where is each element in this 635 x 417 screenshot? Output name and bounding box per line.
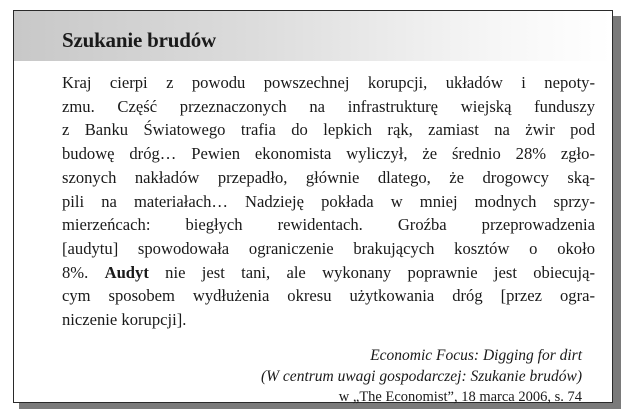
body-line-6: pili na materiałach… Nadzieję pokłada w mniej modnych sprzy- — [62, 191, 595, 211]
body-line-4: budowę dróg… Pewien ekonomista wyliczył, że średnio 28% zgło- — [62, 144, 595, 164]
quote-body — [62, 71, 595, 332]
body-line-8: [audytu] spowodowała ograniczenie brakujących kosztów o około — [62, 238, 595, 258]
source-title: Economic Focus: Digging for dirt — [370, 347, 582, 364]
source-translation: (W centrum uwagi gospodarczej: Szukanie brudów) — [260, 368, 582, 385]
body-line-5: szonych nakładów przepadło, głównie dlatego, że drogowcy ską- — [62, 167, 595, 187]
body-line-2: zmu. Część przeznaczonych na infrastrukturę wiejską funduszy — [62, 96, 595, 116]
body-line-1: Kraj cierpi z powodu powszechnej korupcji, układów i nepoty- — [62, 73, 595, 92]
bold-term-audyt: Audyt — [104, 262, 149, 282]
body-line-10: cym sposobem wydłużenia okresu użytkowania dróg [przez ogra- — [62, 286, 595, 306]
body-line-11: niczenie korupcji]. — [62, 310, 187, 330]
body-line-9-start: 8%. — [62, 262, 89, 282]
body-line-7: mierzeńcach: biegłych rewidentach. Groźba przeprowadzenia — [62, 215, 595, 235]
box-title: Szukanie brudów — [62, 28, 216, 52]
body-line-9 — [62, 261, 595, 285]
body-line-3: z Banku Światowego trafia do lepkich rąk, zamiast na żwir pod — [62, 120, 595, 140]
source-publication: w „The Economist”, 18 marca 2006, s. 74 — [338, 389, 582, 405]
box-shadow-right — [613, 16, 621, 409]
quote-box — [13, 10, 613, 403]
source-citation — [261, 345, 582, 408]
body-line-9-end: nie jest tani, ale wykonany poprawnie jest obiecują- — [148, 262, 595, 282]
